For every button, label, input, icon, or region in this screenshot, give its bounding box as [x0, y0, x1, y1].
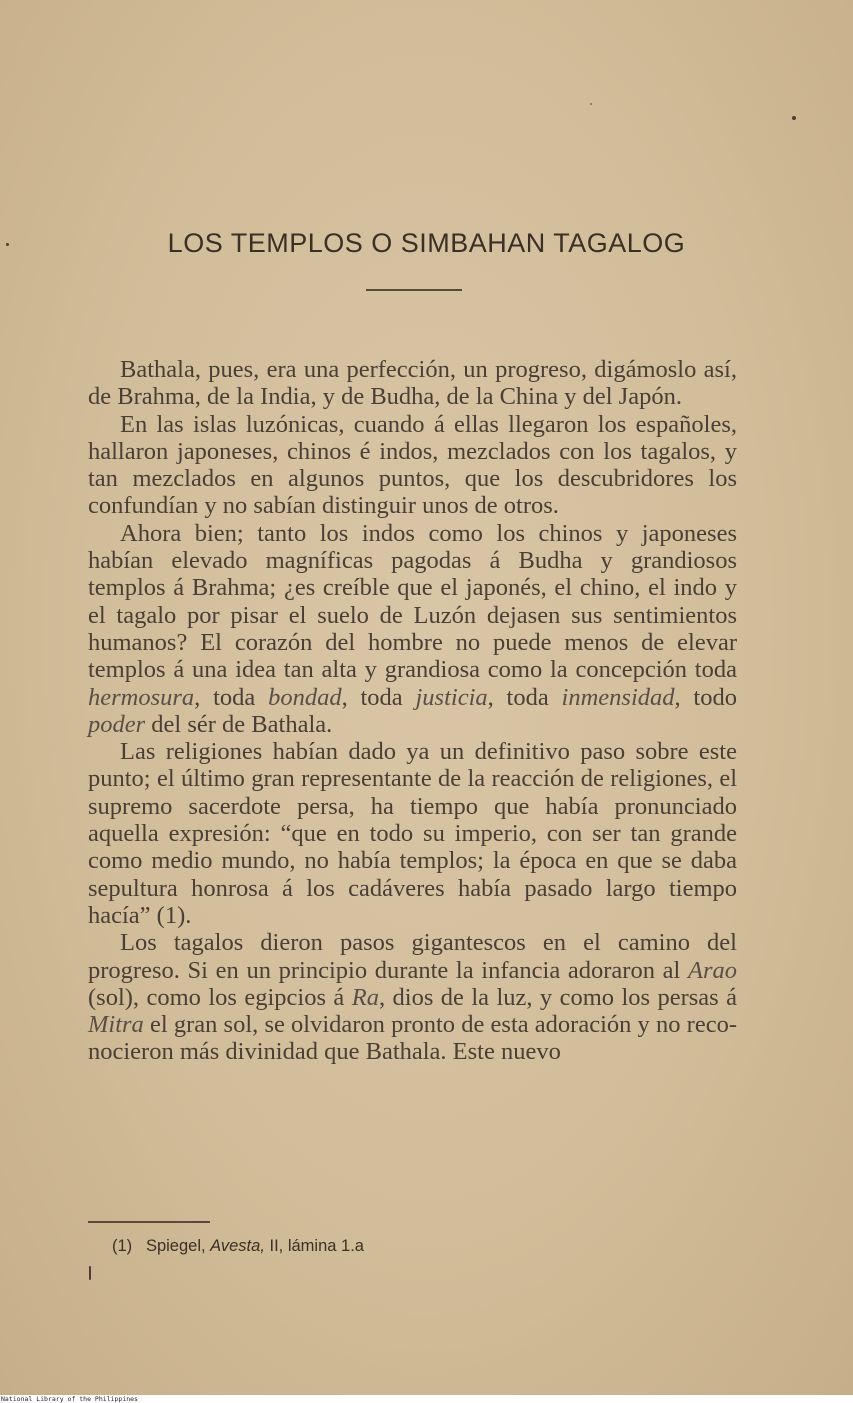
footnote-author: Spiegel, [145, 1237, 206, 1255]
page-title: LOS TEMPLOS O SIMBAHAN TAGALOG [167, 228, 686, 258]
italic-term: hermosura [88, 683, 195, 711]
body-text [88, 356, 737, 1066]
paragraph [88, 356, 737, 411]
text-run: , todo [674, 683, 737, 711]
footnote [112, 1237, 364, 1256]
footnote-work: Avesta, [210, 1237, 265, 1255]
text-run: , dios de la luz, y como los persas á [378, 983, 738, 1011]
paper-speck [792, 116, 796, 120]
text-run: Ahora bien; tanto los indos como los chinos y japoneses habían elevado magníficas pagodas á Budha y grandiosos templos á Brahma; ¿es creíble que el japonés, el chino, el indo y el tagalo por pisar el suelo de Luzón dejasen sus sentimientos humanos? El corazón del hombre no puede menos de elevar templos á una idea tan alta y grandiosa como la concepción toda [88, 519, 737, 684]
text-run: Las religiones habían dado ya un definitivo paso sobre este punto; el último gran representante de la reacción de religiones, el supremo sacerdote persa, ha tiempo que había pronunciado aquella expresión: “que en todo su imperio, con ser tan grande como medio mundo, no había templos; la época en que se daba sepultura honrosa á los cadáveres había pasado largo tiempo hacía” (1). [88, 738, 737, 929]
text-run: Bathala, pues, era una perfección, un progreso, digámoslo así, de Brahma, de la India, y de Budha, de la China y del Japón. [88, 356, 737, 411]
italic-term: justicia [415, 683, 488, 711]
italic-term: Ra [351, 983, 379, 1011]
text-run: , toda [194, 683, 269, 711]
paragraph [88, 738, 737, 929]
paragraph [88, 411, 737, 520]
italic-term: bondad [268, 683, 342, 711]
italic-term: inmensidad [561, 683, 675, 711]
paper-speck [6, 243, 9, 246]
italic-term: Mitra [88, 1011, 144, 1039]
text-run: , toda [487, 683, 562, 711]
footnote-marker: (1) [112, 1237, 133, 1255]
paragraph [88, 520, 737, 738]
italic-term: poder [88, 710, 146, 738]
paper-speck [89, 1266, 91, 1280]
footnote-rule [88, 1221, 210, 1223]
text-run: el gran sol, se olvidaron pronto de esta adoración y no reconocieron más divinidad que Bathala. Este nuevo [88, 1011, 737, 1066]
italic-term: Arao [688, 956, 737, 984]
text-run: En las islas luzónicas, cuando á ellas llegaron los españoles, hallaron japoneses, chinos é indos, mezclados con los tagalos, y tan mezclados en algunos puntos, que los descubridores los confundían y no sabían distinguir unos de otros. [88, 410, 737, 520]
paper-speck [590, 103, 592, 105]
title-rule [366, 289, 462, 291]
paragraph [88, 929, 737, 1065]
text-run: (sol), como los egipcios á [88, 983, 352, 1011]
text-run: del sér de Bathala. [145, 710, 333, 738]
text-run: , toda [341, 683, 416, 711]
library-credit: National Library of the Philippines [1, 1395, 138, 1403]
text-run: Los tagalos dieron pasos gigantescos en el camino del progreso. Si en un principio durante la infancia adoraron al [88, 929, 737, 984]
footnote-rest: II, lámina 1.a [269, 1237, 364, 1255]
